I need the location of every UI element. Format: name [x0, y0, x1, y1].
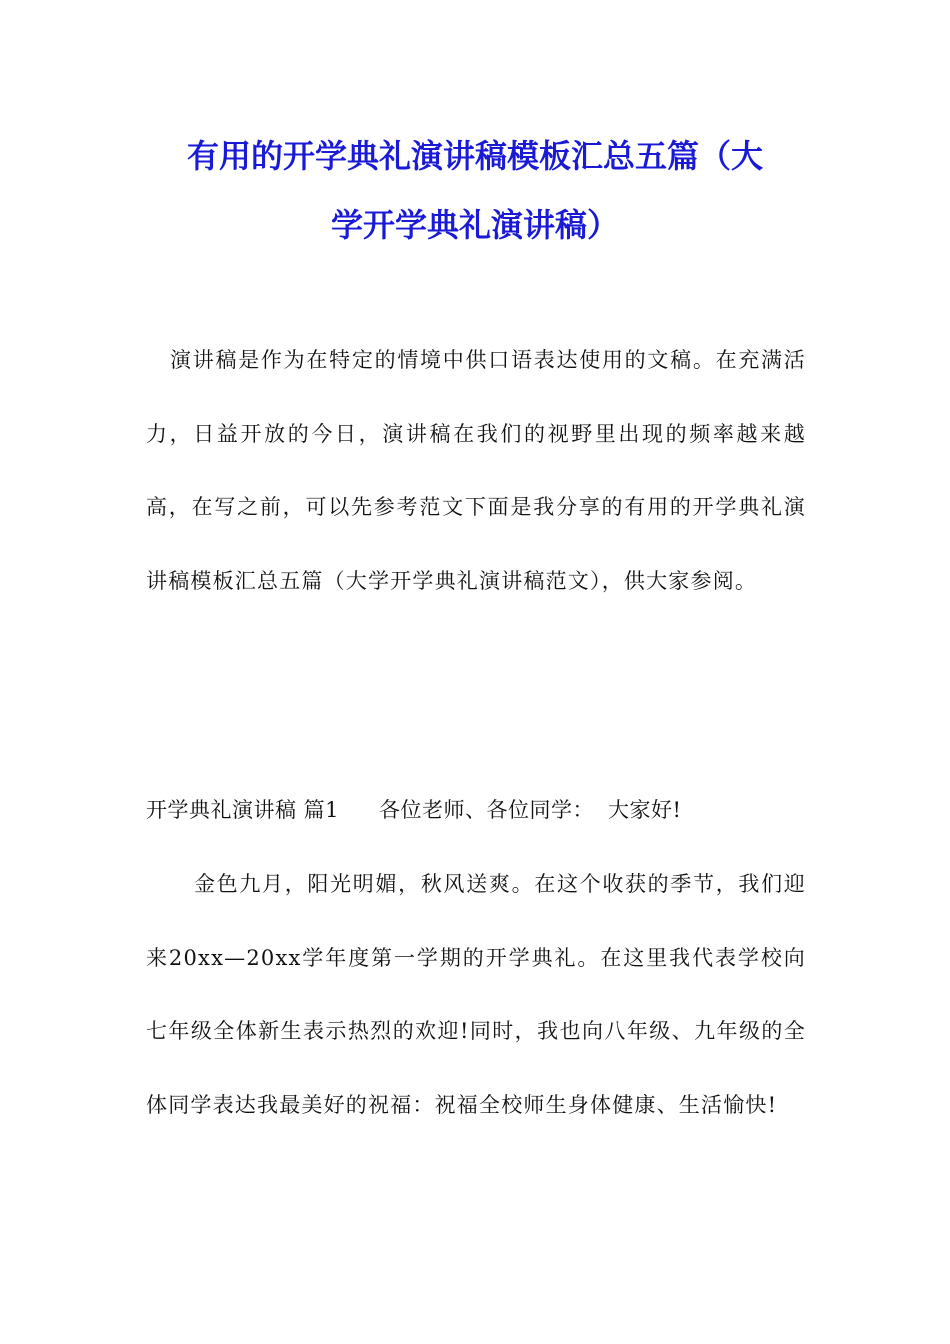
document-title-line-1: 有用的开学典礼演讲稿模板汇总五篇（大 [186, 137, 763, 175]
intro-paragraph: 演讲稿是作为在特定的情境中供口语表达使用的文稿。在充满活力，日益开放的今日，演讲稿在我们的视野里出现的频率越来越高，在写之前，可以先参考范文下面是我分享的有用的开学典礼演讲稿模板汇总五篇（大学开学典礼演讲稿范文），供大家参阅。 [146, 348, 806, 593]
section-1-hello: 大家好! [608, 798, 682, 822]
section-1-header-line [146, 774, 806, 848]
section-1-paragraph: 金色九月，阳光明媚，秋风送爽。在这个收获的季节，我们迎来20xx—20xx学年度第一学期的开学典礼。在这里我代表学校向七年级全体新生表示热烈的欢迎!同时，我也向八年级、九年级的全体同学表达我最美好的祝福：祝福全校师生身体健康、生活愉快! [146, 872, 806, 1117]
section-1-greeting: 各位老师、各位同学： [379, 798, 595, 822]
document-title-line-2: 学开学典礼演讲稿） [330, 206, 619, 244]
section-1-heading: 开学典礼演讲稿 篇1 [146, 798, 340, 822]
